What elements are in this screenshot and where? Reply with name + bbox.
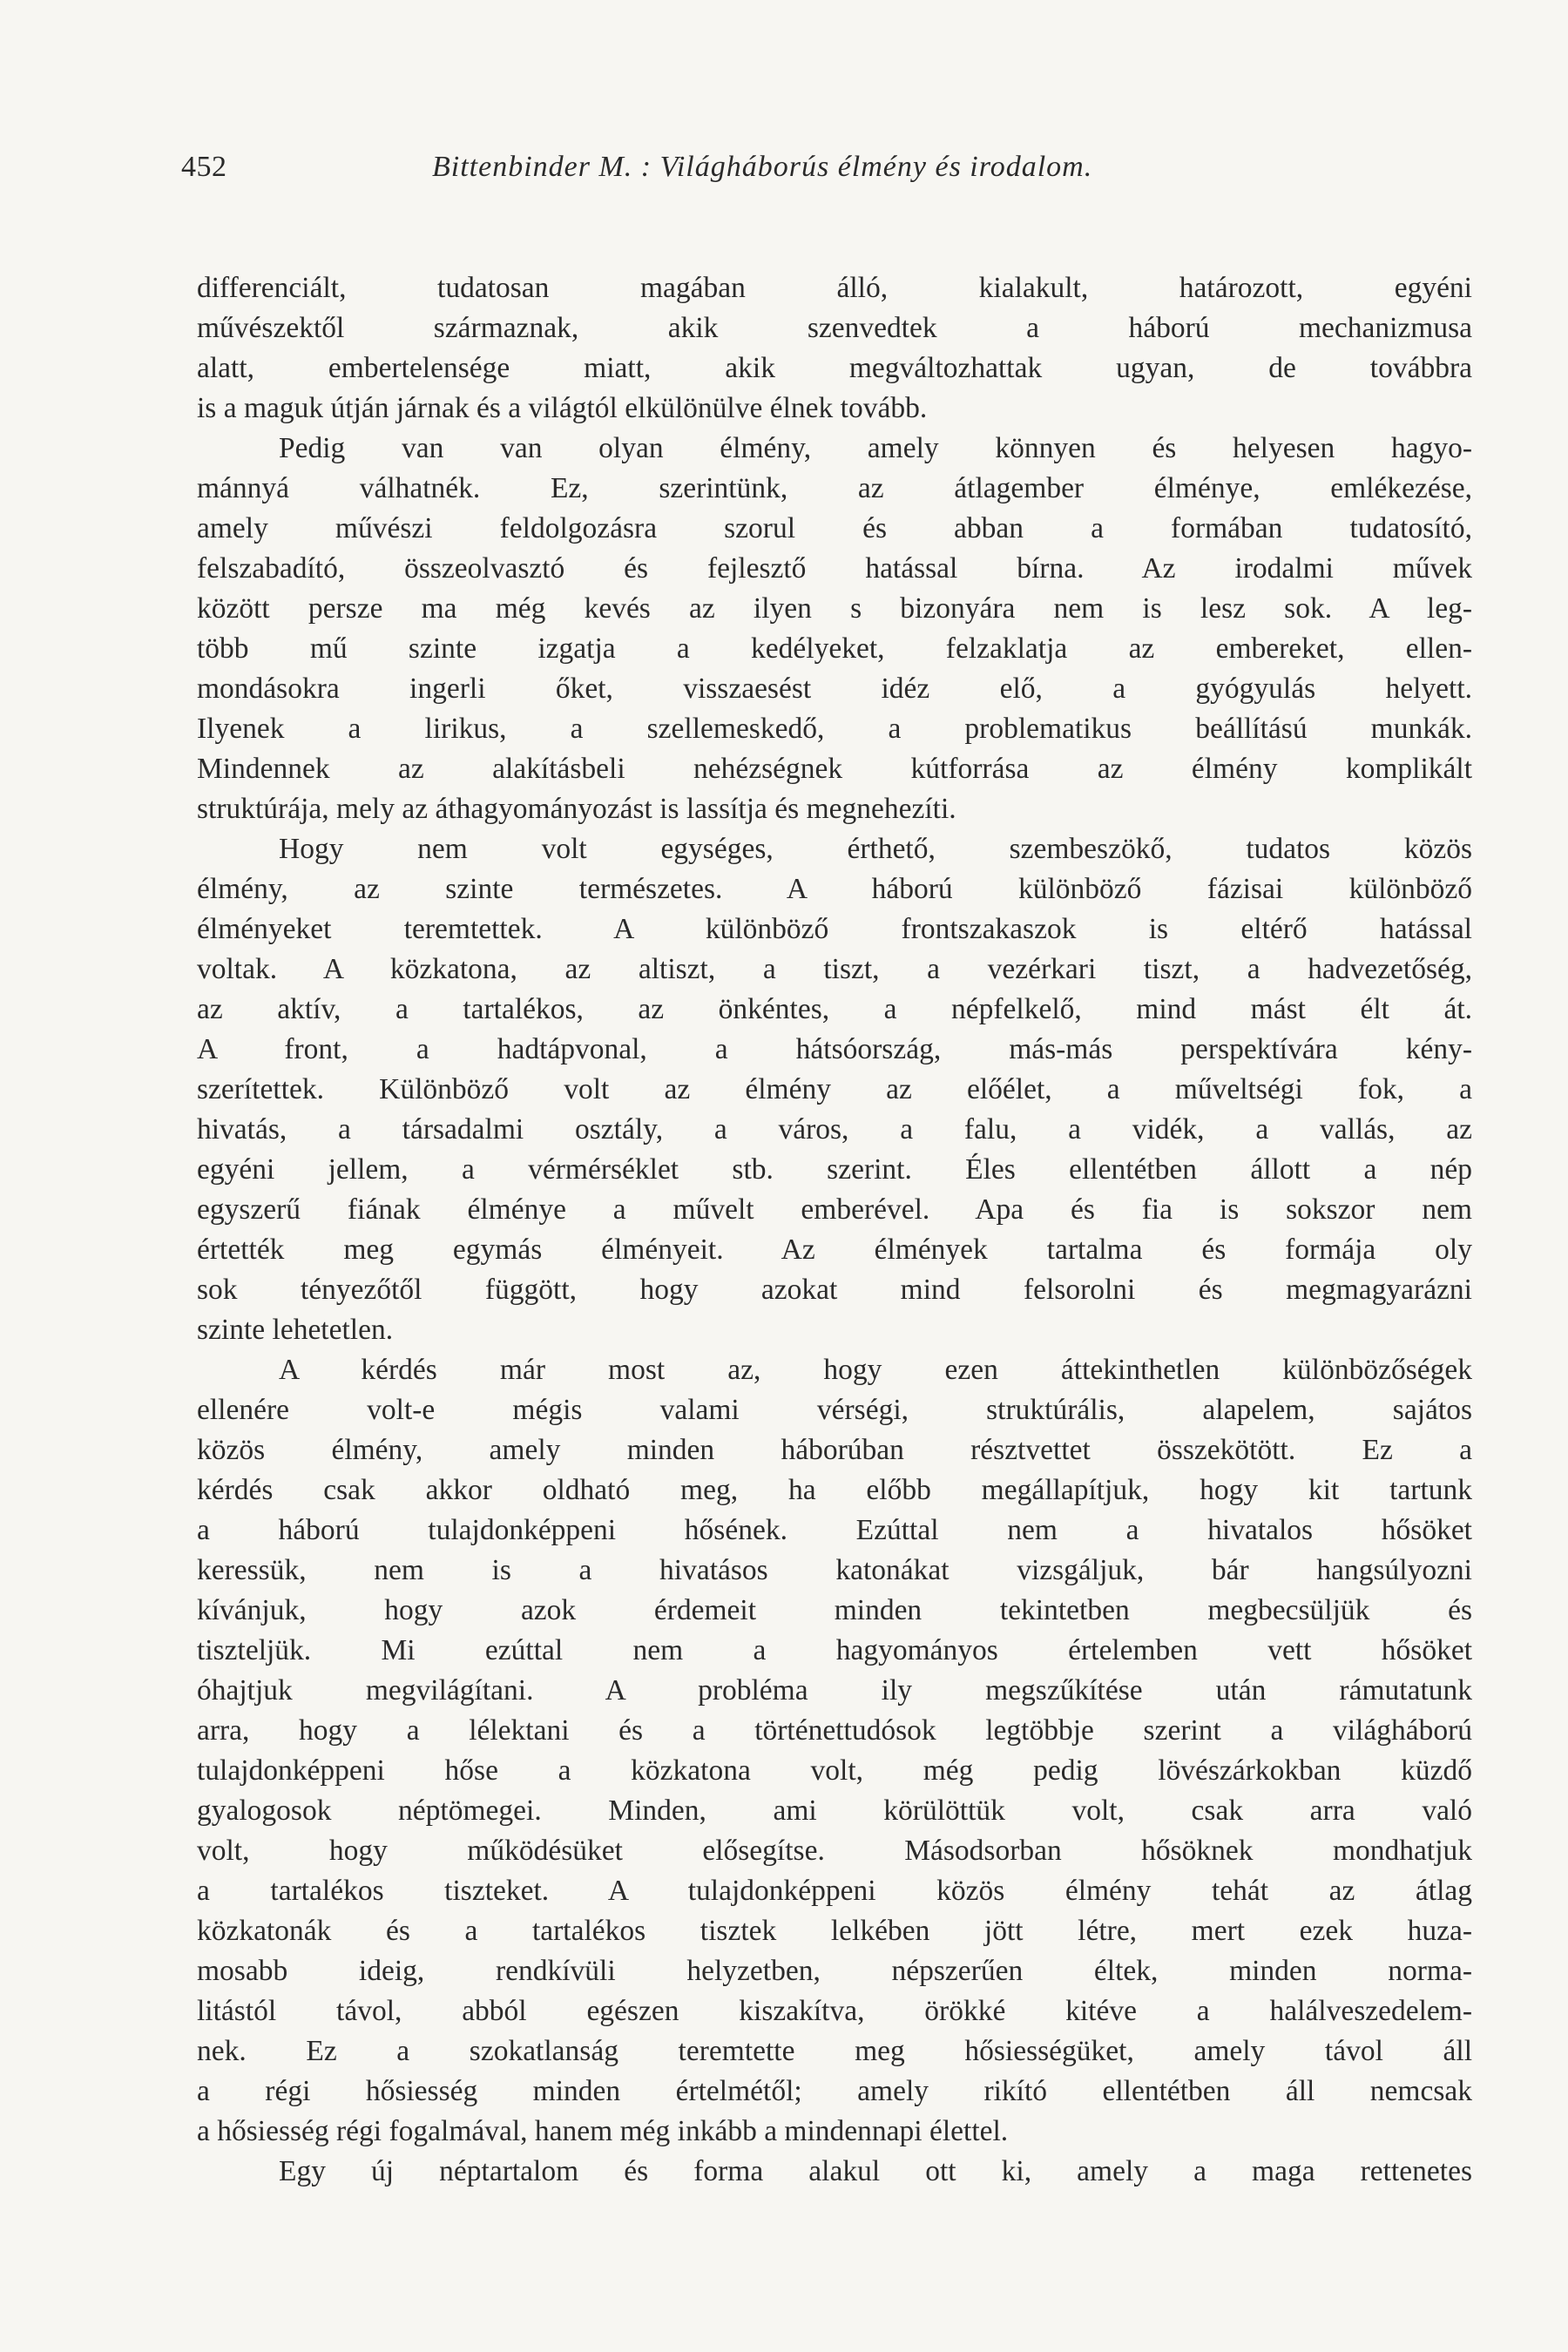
text-line: értették meg egymás élményeit. Az élmények tartalma és formája oly — [197, 1233, 1472, 1266]
text-line: Mindennek az alakításbeli nehézségnek kútforrása az élmény komplikált — [197, 753, 1472, 785]
text-line: amely művészi feldolgozásra szorul és abban a formában tudatosító, — [197, 512, 1472, 544]
text-line: kérdés csak akkor oldható meg, ha előbb megállapítjuk, hogy kit tartunk — [197, 1474, 1472, 1506]
text-line: struktúrája, mely az áthagyományozást is lassítja és megnehezíti. — [197, 793, 956, 825]
text-line: sok tényezőtől függött, hogy azokat mind felsorolni és megmagyarázni — [197, 1274, 1472, 1306]
body-text — [197, 268, 1472, 2192]
text-line: hivatás, a társadalmi osztály, a város, a falu, a vidék, a vallás, az — [197, 1113, 1472, 1146]
text-line: Hogy nem volt egységes, érthető, szembeszökő, tudatos közös — [279, 833, 1472, 865]
text-line: szinte lehetetlen. — [197, 1314, 394, 1346]
text-line: nek. Ez a szokatlanság teremtette meg hősiességüket, amely távol áll — [197, 2035, 1472, 2067]
text-line: felszabadító, összeolvasztó és fejlesztő hatással bírna. Az irodalmi művek — [197, 552, 1472, 585]
text-line: élményeket teremtettek. A különböző frontszakaszok is eltérő hatással — [197, 913, 1472, 945]
page-number: 452 — [181, 151, 227, 183]
text-line: a régi hősiesség minden értelmétől; amely rikító ellentétben áll nemcsak — [197, 2075, 1472, 2107]
text-line: egyszerű fiának élménye a művelt emberével. Apa és fia is sokszor nem — [197, 1193, 1472, 1226]
text-line: Ilyenek a lirikus, a szellemeskedő, a problematikus beállítású munkák. — [197, 713, 1472, 745]
text-line: gyalogosok néptömegei. Minden, ami körülöttük volt, csak arra való — [197, 1794, 1472, 1827]
text-line: a tartalékos tiszteket. A tulajdonképpeni közös élmény tehát az átlag — [197, 1875, 1472, 1907]
text-line: Pedig van van olyan élmény, amely könnyen és helyesen hagyo- — [279, 432, 1472, 464]
text-line: A kérdés már most az, hogy ezen áttekinthetlen különbözőségek — [279, 1354, 1472, 1386]
text-line: voltak. A közkatona, az altiszt, a tiszt, a vezérkari tiszt, a hadvezetőség, — [197, 953, 1472, 985]
text-line: több mű szinte izgatja a kedélyeket, felzaklatja az embereket, ellen- — [197, 632, 1472, 665]
text-line: mánnyá válhatnék. Ez, szerintünk, az átlagember élménye, emlékezése, — [197, 472, 1472, 504]
text-line: kívánjuk, hogy azok érdemeit minden tekintetben megbecsüljük és — [197, 1594, 1472, 1626]
text-line: volt, hogy működésüket elősegítse. Másodsorban hősöknek mondhatjuk — [197, 1835, 1472, 1867]
text-line: tulajdonképpeni hőse a közkatona volt, még pedig lövészárkokban küzdő — [197, 1754, 1472, 1787]
running-title: Bittenbinder M. : Világháborús élmény és irodalom. — [432, 151, 1093, 183]
text-line: alatt, embertelensége miatt, akik megváltozhattak ugyan, de továbbra — [197, 352, 1472, 384]
text-line: művészektől származnak, akik szenvedtek a háború mechanizmusa — [197, 312, 1472, 344]
text-line: szerítettek. Különböző volt az élmény az előélet, a műveltségi fok, a — [197, 1073, 1472, 1105]
text-line: is a maguk útján járnak és a világtól elkülönülve élnek tovább. — [197, 392, 928, 424]
text-line: ellenére volt-e mégis valami vérségi, struktúrális, alapelem, sajátos — [197, 1394, 1472, 1426]
text-line: mosabb ideig, rendkívüli helyzetben, népszerűen éltek, minden norma- — [197, 1955, 1472, 1987]
text-line: keressük, nem is a hivatásos katonákat vizsgáljuk, bár hangsúlyozni — [197, 1554, 1472, 1586]
text-line: tiszteljük. Mi ezúttal nem a hagyományos értelemben vett hősöket — [197, 1634, 1472, 1666]
text-line: egyéni jellem, a vérmérséklet stb. szerint. Éles ellentétben állott a nép — [197, 1153, 1472, 1186]
text-line: litástól távol, abból egészen kiszakítva, örökké kitéve a halálveszedelem- — [197, 1995, 1472, 2027]
text-line: mondásokra ingerli őket, visszaesést idéz elő, a gyógyulás helyett. — [197, 672, 1472, 705]
text-line: az aktív, a tartalékos, az önkéntes, a népfelkelő, mind mást élt át. — [197, 993, 1472, 1025]
text-line: differenciált, tudatosan magában álló, kialakult, határozott, egyéni — [197, 272, 1472, 304]
text-line: arra, hogy a lélektani és a történettudósok legtöbbje szerint a világháború — [197, 1714, 1472, 1747]
text-line: óhajtjuk megvilágítani. A probléma ily megszűkítése után rámutatunk — [197, 1674, 1472, 1707]
text-line: közkatonák és a tartalékos tisztek lelkében jött létre, mert ezek huza- — [197, 1915, 1472, 1947]
text-line: a hősiesség régi fogalmával, hanem még inkább a mindennapi élettel. — [197, 2115, 1009, 2147]
running-head — [181, 148, 1375, 186]
text-line: A front, a hadtápvonal, a hátsóország, más-más perspektívára kény- — [197, 1033, 1472, 1065]
text-line: a háború tulajdonképpeni hősének. Ezúttal nem a hivatalos hősöket — [197, 1514, 1472, 1546]
text-line: között persze ma még kevés az ilyen s bizonyára nem is lesz sok. A leg- — [197, 592, 1472, 625]
text-line: Egy új néptartalom és forma alakul ott ki, amely a maga rettenetes — [279, 2155, 1472, 2187]
text-line: élmény, az szinte természetes. A háború különböző fázisai különböző — [197, 873, 1472, 905]
text-line: közös élmény, amely minden háborúban résztvettet összekötött. Ez a — [197, 1434, 1472, 1466]
